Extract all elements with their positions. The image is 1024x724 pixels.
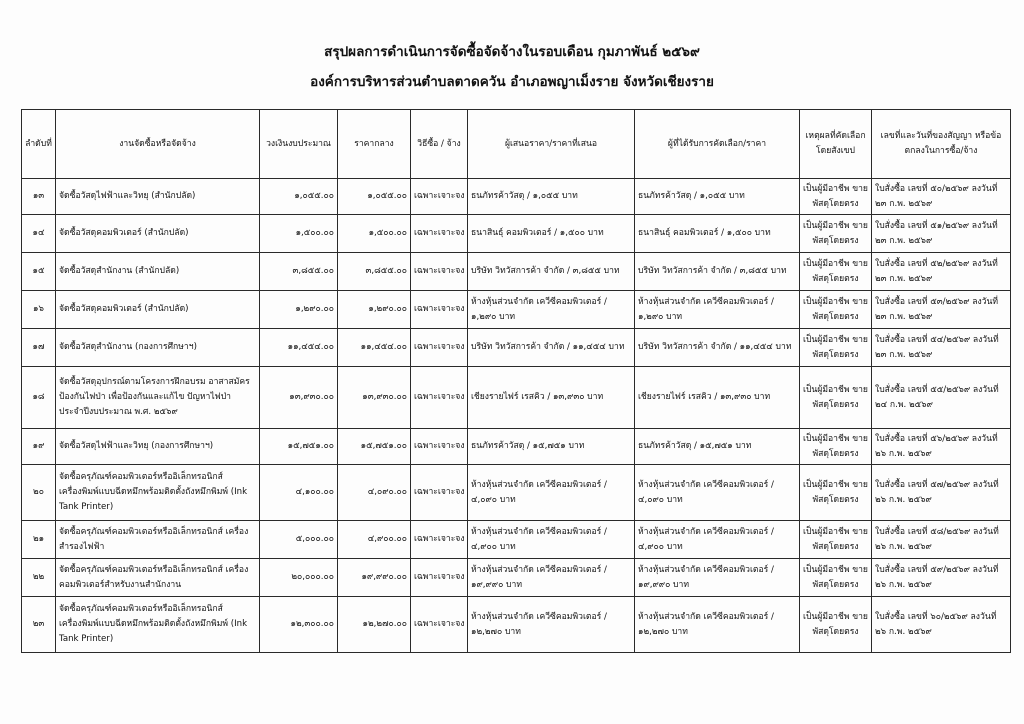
column-header: วิธีซื้อ / จ้าง bbox=[411, 110, 468, 179]
cell-winner: ห้างหุ้นส่วนจำกัด เควีซีคอมพิวเตอร์ / ๑๒,๒๗๐ บาท bbox=[635, 597, 800, 653]
cell-median-price: ๑,๐๕๕.๐๐ bbox=[338, 179, 411, 215]
table-header-row bbox=[22, 110, 1011, 179]
cell-item: จัดซื้อวัสดุคอมพิวเตอร์ (สำนักปลัด) bbox=[56, 291, 260, 329]
cell-reason: เป็นผู้มีอาชีพ ขายพัสดุโดยตรง bbox=[800, 215, 872, 253]
cell-winner: ห้างหุ้นส่วนจำกัด เควีซีคอมพิวเตอร์ / ๑๙,๙๙๐ บาท bbox=[635, 559, 800, 597]
cell-reason: เป็นผู้มีอาชีพ ขายพัสดุโดยตรง bbox=[800, 521, 872, 559]
cell-item: จัดซื้อวัสดุไฟฟ้าและวิทยุ (กองการศึกษาฯ) bbox=[56, 429, 260, 465]
cell-bidder: บริษัท วิทวัสการค้า จำกัด / ๓,๘๕๕ บาท bbox=[468, 253, 635, 291]
cell-median-price: ๓,๘๕๕.๐๐ bbox=[338, 253, 411, 291]
table-body bbox=[22, 179, 1011, 653]
cell-budget: ๑๒,๓๐๐.๐๐ bbox=[260, 597, 338, 653]
cell-contract: ใบสั่งซื้อ เลขที่ ๕๑/๒๕๖๙ ลงวันที่ ๒๓ ก.พ. ๒๕๖๙ bbox=[872, 215, 1011, 253]
column-header: เหตุผลที่คัดเลือก โดยสังเขป bbox=[800, 110, 872, 179]
cell-bidder: ธนภัทรค้าวัสดุ / ๑๕,๗๕๑ บาท bbox=[468, 429, 635, 465]
cell-budget: ๒๐,๐๐๐.๐๐ bbox=[260, 559, 338, 597]
cell-budget: ๑๕,๗๕๑.๐๐ bbox=[260, 429, 338, 465]
cell-method: เฉพาะเจาะจง bbox=[411, 329, 468, 367]
page-title: สรุปผลการดำเนินการจัดซื้อจัดจ้างในรอบเดือน กุมภาพันธ์ ๒๕๖๙ bbox=[324, 44, 700, 60]
cell-reason: เป็นผู้มีอาชีพ ขายพัสดุโดยตรง bbox=[800, 291, 872, 329]
cell-budget: ๑,๒๙๐.๐๐ bbox=[260, 291, 338, 329]
cell-bidder: บริษัท วิทวัสการค้า จำกัด / ๑๑,๔๕๔ บาท bbox=[468, 329, 635, 367]
cell-median-price: ๑๙,๙๙๐.๐๐ bbox=[338, 559, 411, 597]
cell-contract: ใบสั่งซื้อ เลขที่ ๕๕/๒๕๖๙ ลงวันที่ ๒๔ ก.พ. ๒๕๖๙ bbox=[872, 367, 1011, 429]
cell-contract: ใบสั่งซื้อ เลขที่ ๕๘/๒๕๖๙ ลงวันที่ ๒๖ ก.พ. ๒๕๖๙ bbox=[872, 521, 1011, 559]
cell-method: เฉพาะเจาะจง bbox=[411, 465, 468, 521]
cell-item: จัดซื้อวัสดุคอมพิวเตอร์ (สำนักปลัด) bbox=[56, 215, 260, 253]
cell-item: จัดซื้อครุภัณฑ์คอมพิวเตอร์หรืออิเล็กทรอนิกส์ เครื่องสำรองไฟฟ้า bbox=[56, 521, 260, 559]
cell-median-price: ๑๑,๔๕๔.๐๐ bbox=[338, 329, 411, 367]
cell-budget: ๑,๐๕๕.๐๐ bbox=[260, 179, 338, 215]
cell-bidder: ห้างหุ้นส่วนจำกัด เควีซีคอมพิวเตอร์ / ๔,๐๙๐ บาท bbox=[468, 465, 635, 521]
cell-reason: เป็นผู้มีอาชีพ ขายพัสดุโดยตรง bbox=[800, 597, 872, 653]
cell-method: เฉพาะเจาะจง bbox=[411, 253, 468, 291]
column-header: ราคากลาง bbox=[338, 110, 411, 179]
cell-number: ๑๓ bbox=[22, 179, 56, 215]
table-row bbox=[22, 329, 1011, 367]
cell-number: ๒๑ bbox=[22, 521, 56, 559]
cell-number: ๑๗ bbox=[22, 329, 56, 367]
cell-number: ๒๐ bbox=[22, 465, 56, 521]
cell-reason: เป็นผู้มีอาชีพ ขายพัสดุโดยตรง bbox=[800, 367, 872, 429]
cell-reason: เป็นผู้มีอาชีพ ขายพัสดุโดยตรง bbox=[800, 253, 872, 291]
cell-bidder: ห้างหุ้นส่วนจำกัด เควีซีคอมพิวเตอร์ / ๑๒,๒๗๐ บาท bbox=[468, 597, 635, 653]
cell-item: จัดซื้อครุภัณฑ์คอมพิวเตอร์หรืออิเล็กทรอนิกส์ เครื่องพิมพ์แบบฉีดหมึกพร้อมติดตั้งถังหมึกพิมพ์ (Ink Tank Printer) bbox=[56, 465, 260, 521]
table-row bbox=[22, 215, 1011, 253]
cell-number: ๑๖ bbox=[22, 291, 56, 329]
cell-number: ๒๓ bbox=[22, 597, 56, 653]
table-row bbox=[22, 291, 1011, 329]
procurement-table bbox=[21, 109, 1011, 653]
cell-winner: ห้างหุ้นส่วนจำกัด เควีซีคอมพิวเตอร์ / ๔,๐๙๐ บาท bbox=[635, 465, 800, 521]
cell-reason: เป็นผู้มีอาชีพ ขายพัสดุโดยตรง bbox=[800, 465, 872, 521]
cell-method: เฉพาะเจาะจง bbox=[411, 179, 468, 215]
cell-contract: ใบสั่งซื้อ เลขที่ ๕๗/๒๕๖๙ ลงวันที่ ๒๖ ก.พ. ๒๕๖๙ bbox=[872, 465, 1011, 521]
cell-item: จัดซื้อวัสดุสำนักงาน (กองการศึกษาฯ) bbox=[56, 329, 260, 367]
column-header: ลำดับที่ bbox=[22, 110, 56, 179]
cell-winner: ธนาสินธุ์ คอมพิวเตอร์ / ๑,๕๐๐ บาท bbox=[635, 215, 800, 253]
table-row bbox=[22, 465, 1011, 521]
cell-bidder: ห้างหุ้นส่วนจำกัด เควีซีคอมพิวเตอร์ / ๑,๒๙๐ บาท bbox=[468, 291, 635, 329]
cell-number: ๑๙ bbox=[22, 429, 56, 465]
cell-method: เฉพาะเจาะจง bbox=[411, 597, 468, 653]
page-subtitle: องค์การบริหารส่วนตำบลตาดควัน อำเภอพญาเม็งราย จังหวัดเชียงราย bbox=[310, 74, 714, 90]
cell-method: เฉพาะเจาะจง bbox=[411, 559, 468, 597]
cell-bidder: ห้างหุ้นส่วนจำกัด เควีซีคอมพิวเตอร์ / ๔,๙๐๐ บาท bbox=[468, 521, 635, 559]
cell-median-price: ๑๒,๒๗๐.๐๐ bbox=[338, 597, 411, 653]
cell-reason: เป็นผู้มีอาชีพ ขายพัสดุโดยตรง bbox=[800, 429, 872, 465]
cell-median-price: ๔,๐๙๐.๐๐ bbox=[338, 465, 411, 521]
cell-winner: เชียงรายไฟร์ เรสคิว / ๑๓,๙๓๐ บาท bbox=[635, 367, 800, 429]
cell-method: เฉพาะเจาะจง bbox=[411, 215, 468, 253]
cell-number: ๒๒ bbox=[22, 559, 56, 597]
table-row bbox=[22, 179, 1011, 215]
cell-budget: ๑๓,๙๓๐.๐๐ bbox=[260, 367, 338, 429]
cell-contract: ใบสั่งซื้อ เลขที่ ๕๓/๒๕๖๙ ลงวันที่ ๒๓ ก.พ. ๒๕๖๙ bbox=[872, 291, 1011, 329]
column-header: วงเงินงบประมาณ bbox=[260, 110, 338, 179]
table-row bbox=[22, 521, 1011, 559]
cell-contract: ใบสั่งซื้อ เลขที่ ๕๖/๒๕๖๙ ลงวันที่ ๒๖ ก.พ. ๒๕๖๙ bbox=[872, 429, 1011, 465]
cell-budget: ๑๑,๔๕๔.๐๐ bbox=[260, 329, 338, 367]
cell-bidder: ธนภัทรค้าวัสดุ / ๑,๐๕๕ บาท bbox=[468, 179, 635, 215]
cell-contract: ใบสั่งซื้อ เลขที่ ๖๐/๒๕๖๙ ลงวันที่ ๒๖ ก.พ. ๒๕๖๙ bbox=[872, 597, 1011, 653]
cell-median-price: ๑๕,๗๕๑.๐๐ bbox=[338, 429, 411, 465]
table-row bbox=[22, 559, 1011, 597]
cell-number: ๑๕ bbox=[22, 253, 56, 291]
cell-median-price: ๔,๙๐๐.๐๐ bbox=[338, 521, 411, 559]
cell-reason: เป็นผู้มีอาชีพ ขายพัสดุโดยตรง bbox=[800, 559, 872, 597]
table-row bbox=[22, 597, 1011, 653]
cell-budget: ๕,๐๐๐.๐๐ bbox=[260, 521, 338, 559]
column-header: ผู้ที่ได้รับการคัดเลือก/ราคา bbox=[635, 110, 800, 179]
column-header: เลขที่และวันที่ของสัญญา หรือข้อตกลงในการซื้อ/จ้าง bbox=[872, 110, 1011, 179]
cell-method: เฉพาะเจาะจง bbox=[411, 521, 468, 559]
cell-item: จัดซื้อวัสดุสำนักงาน (สำนักปลัด) bbox=[56, 253, 260, 291]
cell-contract: ใบสั่งซื้อ เลขที่ ๕๔/๒๕๖๙ ลงวันที่ ๒๓ ก.พ. ๒๕๖๙ bbox=[872, 329, 1011, 367]
cell-winner: ห้างหุ้นส่วนจำกัด เควีซีคอมพิวเตอร์ / ๔,๙๐๐ บาท bbox=[635, 521, 800, 559]
table-row bbox=[22, 367, 1011, 429]
cell-winner: บริษัท วิทวัสการค้า จำกัด / ๓,๘๕๕ บาท bbox=[635, 253, 800, 291]
cell-reason: เป็นผู้มีอาชีพ ขายพัสดุโดยตรง bbox=[800, 329, 872, 367]
cell-item: จัดซื้อวัสดุอุปกรณ์ตามโครงการฝึกอบรม อาสาสมัครป้องกันไฟป่า เพื่อป้องกันและแก้ไข ปัญหาไฟป่า ประจำปีงบประมาณ พ.ศ. ๒๕๖๙ bbox=[56, 367, 260, 429]
column-header: ผู้เสนอราคา/ราคาที่เสนอ bbox=[468, 110, 635, 179]
cell-budget: ๑,๕๐๐.๐๐ bbox=[260, 215, 338, 253]
cell-method: เฉพาะเจาะจง bbox=[411, 291, 468, 329]
cell-budget: ๓,๘๕๕.๐๐ bbox=[260, 253, 338, 291]
cell-number: ๑๔ bbox=[22, 215, 56, 253]
cell-contract: ใบสั่งซื้อ เลขที่ ๕๐/๒๕๖๙ ลงวันที่ ๒๓ ก.พ. ๒๕๖๙ bbox=[872, 179, 1011, 215]
cell-bidder: ธนาสินธุ์ คอมพิวเตอร์ / ๑,๕๐๐ บาท bbox=[468, 215, 635, 253]
cell-winner: ธนภัทรค้าวัสดุ / ๑,๐๕๕ บาท bbox=[635, 179, 800, 215]
column-header: งานจัดซื้อหรือจัดจ้าง bbox=[56, 110, 260, 179]
cell-winner: ห้างหุ้นส่วนจำกัด เควีซีคอมพิวเตอร์ / ๑,๒๙๐ บาท bbox=[635, 291, 800, 329]
cell-median-price: ๑๓,๙๓๐.๐๐ bbox=[338, 367, 411, 429]
cell-median-price: ๑,๒๙๐.๐๐ bbox=[338, 291, 411, 329]
cell-contract: ใบสั่งซื้อ เลขที่ ๕๒/๒๕๖๙ ลงวันที่ ๒๓ ก.พ. ๒๕๖๙ bbox=[872, 253, 1011, 291]
cell-median-price: ๑,๕๐๐.๐๐ bbox=[338, 215, 411, 253]
cell-item: จัดซื้อครุภัณฑ์คอมพิวเตอร์หรืออิเล็กทรอนิกส์ เครื่องคอมพิวเตอร์สำหรับงานสำนักงาน bbox=[56, 559, 260, 597]
cell-method: เฉพาะเจาะจง bbox=[411, 429, 468, 465]
cell-budget: ๔,๑๐๐.๐๐ bbox=[260, 465, 338, 521]
cell-number: ๑๘ bbox=[22, 367, 56, 429]
cell-winner: บริษัท วิทวัสการค้า จำกัด / ๑๑,๔๕๔ บาท bbox=[635, 329, 800, 367]
cell-contract: ใบสั่งซื้อ เลขที่ ๕๙/๒๕๖๙ ลงวันที่ ๒๖ ก.พ. ๒๕๖๙ bbox=[872, 559, 1011, 597]
table-row bbox=[22, 253, 1011, 291]
cell-method: เฉพาะเจาะจง bbox=[411, 367, 468, 429]
cell-reason: เป็นผู้มีอาชีพ ขายพัสดุโดยตรง bbox=[800, 179, 872, 215]
cell-item: จัดซื้อวัสดุไฟฟ้าและวิทยุ (สำนักปลัด) bbox=[56, 179, 260, 215]
table-row bbox=[22, 429, 1011, 465]
cell-bidder: เชียงรายไฟร์ เรสคิว / ๑๓,๙๓๐ บาท bbox=[468, 367, 635, 429]
cell-bidder: ห้างหุ้นส่วนจำกัด เควีซีคอมพิวเตอร์ / ๑๙,๙๙๐ บาท bbox=[468, 559, 635, 597]
cell-item: จัดซื้อครุภัณฑ์คอมพิวเตอร์หรืออิเล็กทรอนิกส์ เครื่องพิมพ์แบบฉีดหมึกพร้อมติดตั้งถังหมึกพิมพ์ (Ink Tank Printer) bbox=[56, 597, 260, 653]
cell-winner: ธนภัทรค้าวัสดุ / ๑๕,๗๕๑ บาท bbox=[635, 429, 800, 465]
